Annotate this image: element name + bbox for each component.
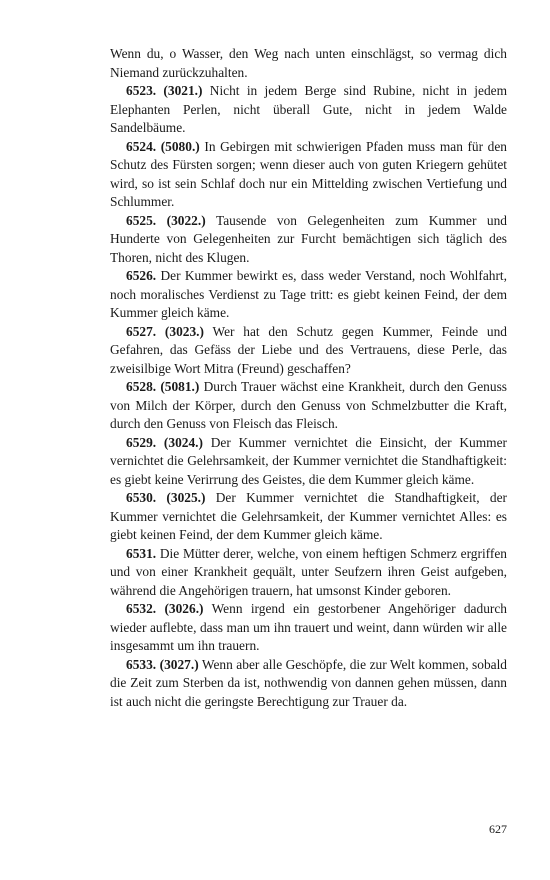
- paragraph-text: Wer hat den Schutz gegen Kummer, Feinde und Gefahren, das Gefäss der Liebe und des Vertrauens, diese Perle, das zweisilbige Wort Mitra (Freund) geschaffen?: [110, 323, 507, 376]
- paragraph-text: Der Kummer vernichtet die Einsicht, der Kummer vernichtet die Gelehrsamkeit, der Kummer vernichtet die Standhaftigkeit: es giebt keine Verirrung des Geistes, die dem Kummer gleich käme.: [110, 434, 507, 487]
- aphorism-6524: [110, 138, 507, 212]
- paragraph-text: Nicht in jedem Berge sind Rubine, nicht in jedem Elephanten Perlen, nicht überall Gute, nicht in jedem Walde Sandelbäume.: [110, 83, 507, 135]
- aphorism-number: 6528. (5081.): [126, 379, 200, 394]
- paragraph-text: Wenn irgend ein gestorbener Angehöriger dadurch wieder auflebte, dass man um ihn trauert und weint, dann würden wir alle insgesammt um ihn trauern.: [110, 601, 507, 653]
- aphorism-number: 6530. (3025.): [126, 490, 206, 505]
- aphorism-6532: [110, 600, 507, 656]
- aphorism-number: 6531.: [126, 545, 157, 561]
- paragraph-text: Der Kummer bewirkt es, dass weder Verstand, noch Wohlfahrt, noch moralisches Verdienst zu Tage tritt: es giebt keinen Feind, der dem Kummer gleich käme.: [110, 268, 507, 320]
- aphorism-number: 6526.: [126, 268, 157, 283]
- page-number: 627: [489, 822, 507, 836]
- aphorism-number: 6525. (3022.): [126, 212, 206, 228]
- paragraph-text: In Gebirgen mit schwierigen Pfaden muss man für den Schutz des Fürsten sorgen; wenn dieser auch von guten Kriegern gehütet wird, so ist sein Schlaf doch nur ein Mittelding zwischen Vertiefung und Schlummer.: [110, 138, 507, 209]
- aphorism-number: 6523. (3021.): [126, 83, 203, 98]
- aphorism-6529: [110, 434, 507, 490]
- aphorism-number: 6527. (3023.): [126, 323, 204, 339]
- paragraph-text: Wenn du, o Wasser, den Weg nach unten einschlägst, so vermag dich Niemand zurückzuhalten.: [110, 46, 507, 80]
- aphorism-6533: [110, 656, 507, 712]
- paragraph-text: Durch Trauer wächst eine Krankheit, durch den Genuss von Milch der Körper, durch den Genuss von Schmelzbutter die Kraft, durch den Genuss von Fleisch das Fleisch.: [110, 379, 507, 431]
- page-body: [110, 45, 507, 711]
- aphorism-number: 6533. (3027.): [126, 656, 199, 672]
- aphorism-6531: [110, 545, 507, 601]
- aphorism-number: 6532. (3026.): [126, 601, 204, 616]
- paragraph-text: Wenn aber alle Geschöpfe, die zur Welt kommen, sobald die Zeit zum Sterben da ist, nothwendig von dannen gehen müssen, dann ist auch nicht die geringste Berechtigung zur Trauer da.: [110, 656, 507, 709]
- aphorism-6523: [110, 82, 507, 138]
- aphorism-6528: [110, 378, 507, 434]
- aphorism-6527: [110, 323, 507, 379]
- paragraph-text: Tausende von Gelegenheiten zum Kummer und Hunderte von Gelegenheiten zur Furcht bemächtigen sich täglich des Thoren, nicht des Klugen.: [110, 212, 507, 265]
- paragraph-continuation: [110, 45, 507, 82]
- aphorism-number: 6529. (3024.): [126, 434, 203, 450]
- aphorism-6530: [110, 489, 507, 545]
- aphorism-number: 6524. (5080.): [126, 138, 200, 154]
- paragraph-text: Der Kummer vernichtet die Standhaftigkeit, der Kummer vernichtet die Gelehrsamkeit, der Kummer vernichtet Alles: es giebt keinen Feind, der dem Kummer gleich käme.: [110, 490, 507, 542]
- aphorism-6525: [110, 212, 507, 268]
- paragraph-text: Die Mütter derer, welche, von einem heftigen Schmerz ergriffen und von einer Krankheit gequält, unter Seufzern ihren Geist aufgeben, während die Angehörigen trauern, hat umsonst Kinder geboren.: [110, 545, 507, 598]
- aphorism-6526: [110, 267, 507, 323]
